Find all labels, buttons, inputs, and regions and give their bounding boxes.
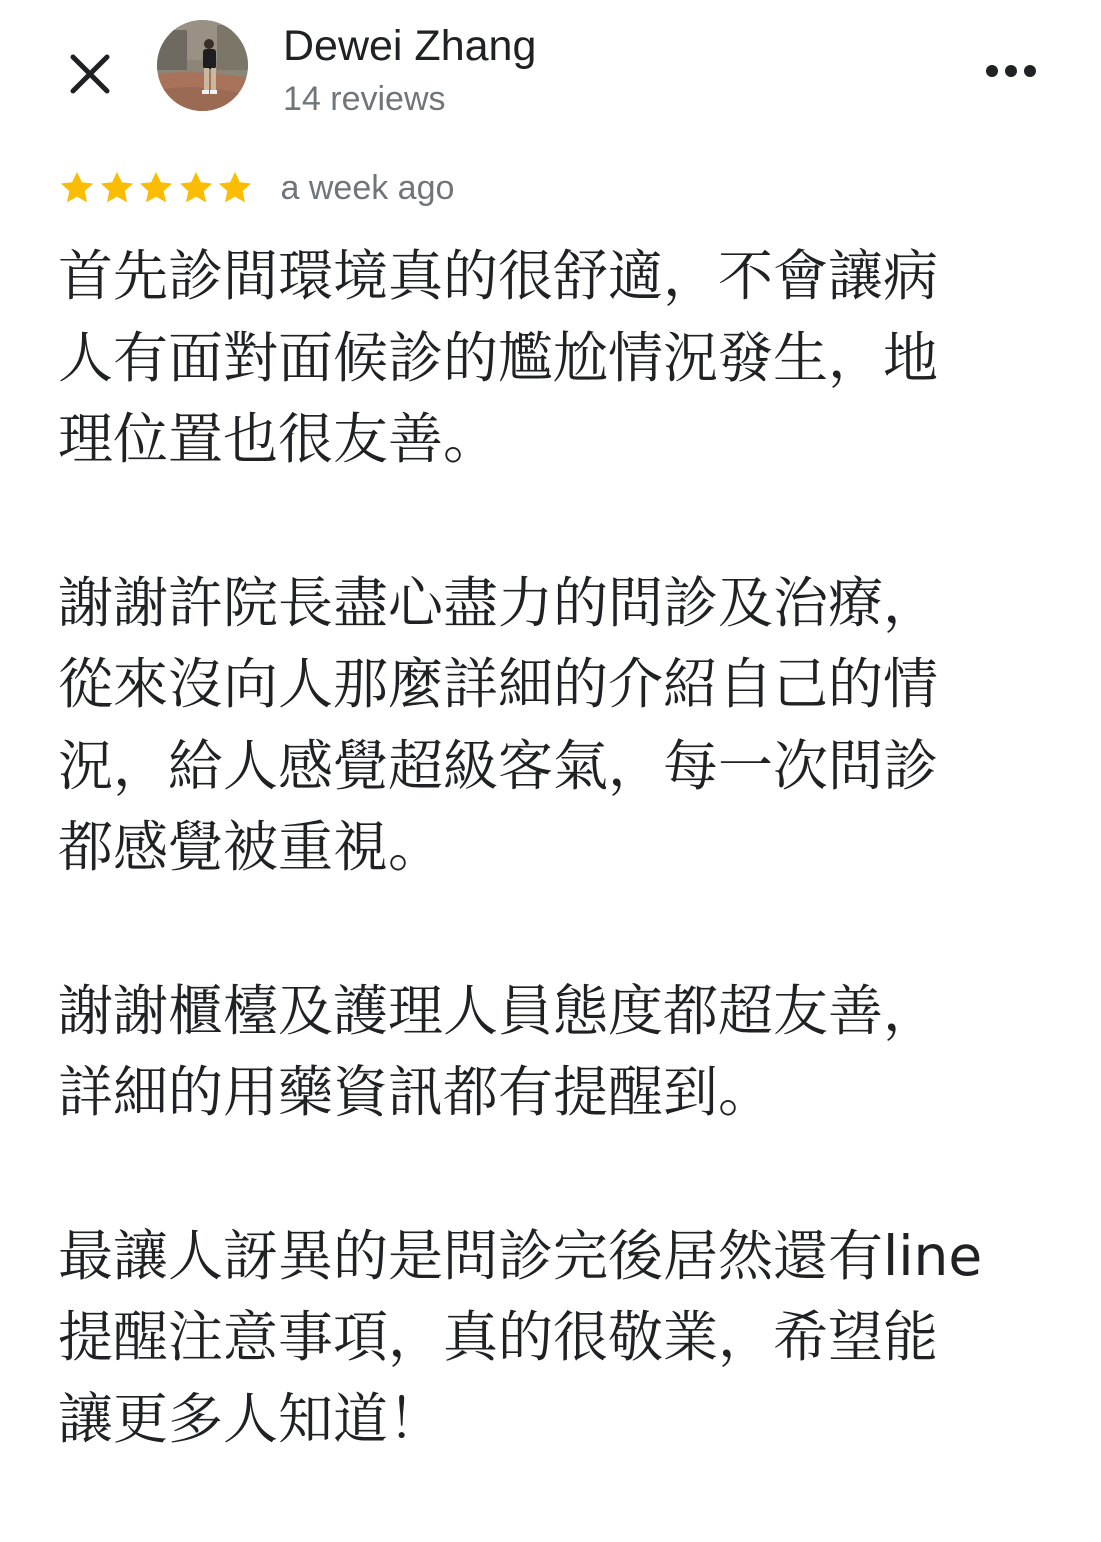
more-options-button[interactable] <box>980 48 1042 94</box>
review-header <box>0 0 1101 140</box>
review-count: 14 reviews <box>283 80 446 118</box>
review-text <box>58 236 1048 1542</box>
review-paragraph: 最讓人訝異的是問診完後居然還有line 提醒注意事項，真的很敬業，希望能 讓更多人知道！ <box>58 1223 983 1451</box>
more-horizontal-icon <box>985 64 1037 78</box>
review-time: a week ago <box>280 168 455 207</box>
star-rating <box>58 169 256 207</box>
avatar-photo <box>157 20 248 111</box>
star-icon <box>216 169 254 207</box>
review-paragraph: 謝謝許院長盡心盡力的問診及治療， 從來沒向人那麼詳細的介紹自己的情 況，給人感覺超級客氣，每一次問診 都感覺被重視。 <box>58 570 939 879</box>
avatar[interactable] <box>157 20 248 111</box>
close-button[interactable] <box>62 46 118 102</box>
reviewer-name[interactable]: Dewei Zhang <box>283 22 537 70</box>
star-icon <box>137 169 175 207</box>
rating-row <box>58 166 454 210</box>
star-icon <box>58 169 96 207</box>
close-icon <box>68 52 112 96</box>
review-paragraph: 謝謝櫃檯及護理人員態度都超友善， 詳細的用藥資訊都有提醒到。 <box>58 978 939 1124</box>
star-icon <box>98 169 136 207</box>
star-icon <box>177 169 215 207</box>
review-paragraph: 首先診間環境真的很舒適，不會讓病 人有面對面候診的尷尬情況發生，地 理位置也很友善。 <box>58 244 939 471</box>
